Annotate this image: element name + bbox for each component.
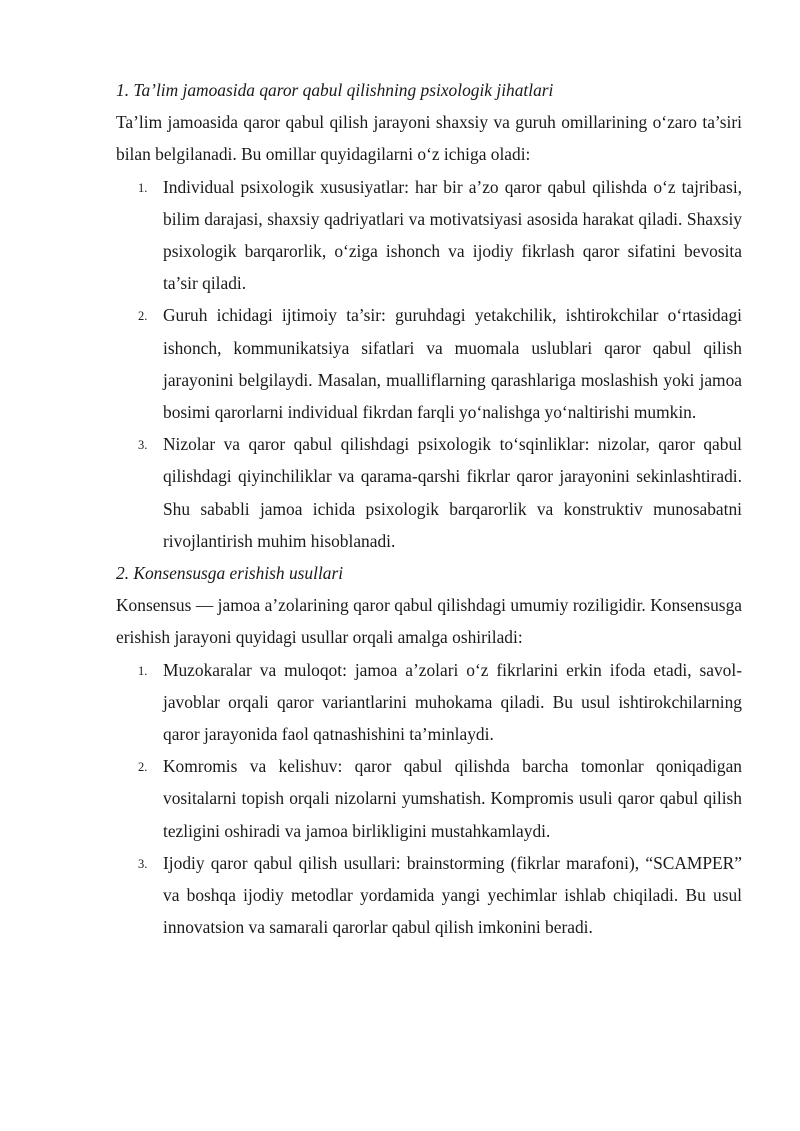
list-item (116, 428, 742, 557)
list-item (116, 750, 742, 847)
numbered-list (116, 654, 742, 944)
list-item-text: Guruh ichidagi ijtimoiy ta’sir: guruhdagi yetakchilik, ishtirokchilar o‘rtasidagi ishonch, kommunikatsiya sifatlari va muomala uslublari qaror qabul qilish jarayonini belgilaydi. Masalan, mualliflarning qarashlariga moslashish yoki jamoa bosimi qarorlarni individual fikrdan farqli yo‘nalishga yo‘naltirishi mumkin. (163, 305, 742, 423)
document-page (116, 74, 742, 943)
list-item-number: 3. (138, 438, 148, 453)
list-item (116, 847, 742, 944)
section-heading: 2. Konsensusga erishish usullari (116, 563, 344, 584)
section-heading: 1. Ta’lim jamoasida qaror qabul qilishning psixologik jihatlari (116, 80, 554, 100)
list-item (116, 299, 742, 428)
list-item-number: 2. (138, 760, 148, 775)
list-item-text: Ijodiy qaror qabul qilish usullari: brainstorming (fikrlar marafoni), “SCAMPER” va boshqa ijodiy metodlar yordamida yangi yechimlar ishlab chiqiladi. Bu usul innovatsion va samarali qarorlar qabul qilish imkonini beradi. (163, 852, 742, 938)
list-item (116, 654, 742, 751)
list-item-number: 1. (138, 180, 148, 195)
list-item-text: Muzokaralar va muloqot: jamoa a’zolari o‘z fikrlarini erkin ifoda etadi, savol-javoblar orqali qaror variantlarini muhokama qiladi. Bu usul ishtirokchilarning qaror jarayonida faol qatnashishini ta’minlaydi. (163, 659, 742, 745)
section-decision-psychology (116, 74, 742, 557)
list-item-number: 2. (138, 309, 148, 324)
numbered-list (116, 171, 742, 557)
section-intro: Ta’lim jamoasida qaror qabul qilish jarayoni shaxsiy va guruh omillarining o‘zaro ta’siri bilan belgilanadi. Bu omillar quyidagilarni o‘z ichiga oladi: (116, 112, 742, 165)
list-item-text: Nizolar va qaror qabul qilishdagi psixologik to‘sqinliklar: nizolar, qaror qabul qilishdagi qiyinchiliklar va qarama-qarshi fikrlar qaror jarayonini sekinlashtiradi. Shu sababli jamoa ichida psixologik barqarorlik va konstruktiv munosabatni rivojlantirish muhim hisoblanadi. (163, 434, 742, 551)
list-item-text: Komromis va kelishuv: qaror qabul qilishda barcha tomonlar qoniqadigan vositalarni topish orqali nizolarni yumshatish. Kompromis usuli qaror qabul qilish tezligini oshiradi va jamoa birlikligini mustahkamlaydi. (163, 756, 742, 841)
list-item-text: Individual psixologik xususiyatlar: har bir a’zo qaror qabul qilishda o‘z tajribasi, bilim darajasi, shaxsiy qadriyatlari va motivatsiyasi asosida harakat qiladi. Shaxsiy psixologik barqarorlik, o‘ziga ishonch va ijodiy fikrlash qaror sifatini bevosita ta’sir qiladi. (163, 176, 742, 294)
list-item-number: 1. (138, 663, 148, 678)
section-intro: Konsensus — jamoa a’zolarining qaror qabul qilishdagi umumiy roziligidir. Konsensusga erishish jarayoni quyidagi usullar orqali amalga oshiriladi: (116, 595, 742, 648)
list-item-number: 3. (138, 856, 148, 871)
section-consensus-methods (116, 557, 742, 943)
list-item (116, 171, 742, 300)
